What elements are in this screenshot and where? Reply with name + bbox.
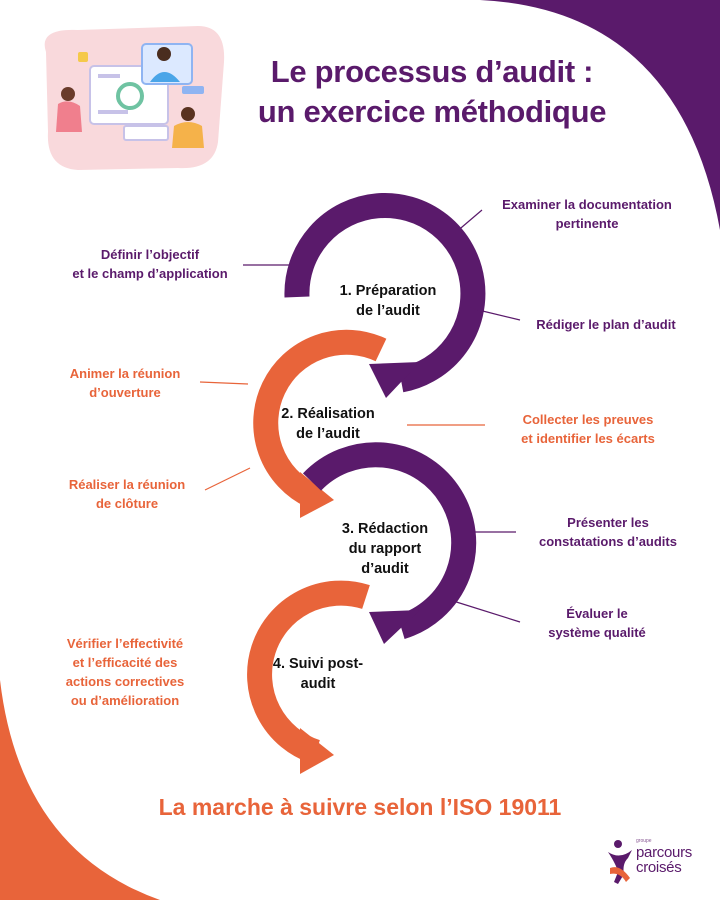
label-presenter-constatations: Présenter les constatations d’audits <box>539 515 677 549</box>
title-line-1: Le processus d’audit : <box>270 54 594 89</box>
connector-animer <box>200 382 248 384</box>
connector-realiser <box>205 468 250 490</box>
label-definir-objectif: Définir l’objectif et le champ d’application <box>72 247 228 281</box>
parcours-croises-logo <box>606 838 716 888</box>
step-4-arrowhead <box>300 728 334 774</box>
label-examiner-documentation: Examiner la documentation pertinente <box>502 197 672 231</box>
label-verifier-effectivite: Vérifier l’effectivité et l’efficacité des actions correctives ou d’amélioration <box>65 636 185 708</box>
step-2-label: 2. Réalisation de l’audit <box>281 406 375 442</box>
logo-small-text: groupe <box>636 838 652 844</box>
logo-wordmark <box>636 845 692 875</box>
footer-caption: La marche à suivre selon l’ISO 19011 <box>158 794 562 820</box>
label-evaluer-systeme: Évaluer le système qualité <box>548 606 646 640</box>
logo-line-2: croisés <box>636 859 682 876</box>
title-line-2: un exercice méthodique <box>257 94 607 129</box>
step-3-label: 3. Rédaction du rapport d’audit <box>341 521 429 577</box>
logo-line-1: parcours <box>636 844 692 861</box>
label-collecter-preuves: Collecter les preuves et identifier les écarts <box>521 412 655 446</box>
label-rediger-plan: Rédiger le plan d’audit <box>536 317 676 332</box>
logo-figure-icon <box>606 838 636 888</box>
connector-evaluer <box>450 600 520 622</box>
step-4-label: 4. Suivi post- audit <box>272 656 364 692</box>
connector-examiner <box>455 210 482 233</box>
label-realiser-reunion: Réaliser la réunion de clôture <box>68 477 186 511</box>
label-animer-reunion: Animer la réunion d’ouverture <box>69 366 181 400</box>
step-1-label: 1. Préparation de l’audit <box>339 283 437 319</box>
